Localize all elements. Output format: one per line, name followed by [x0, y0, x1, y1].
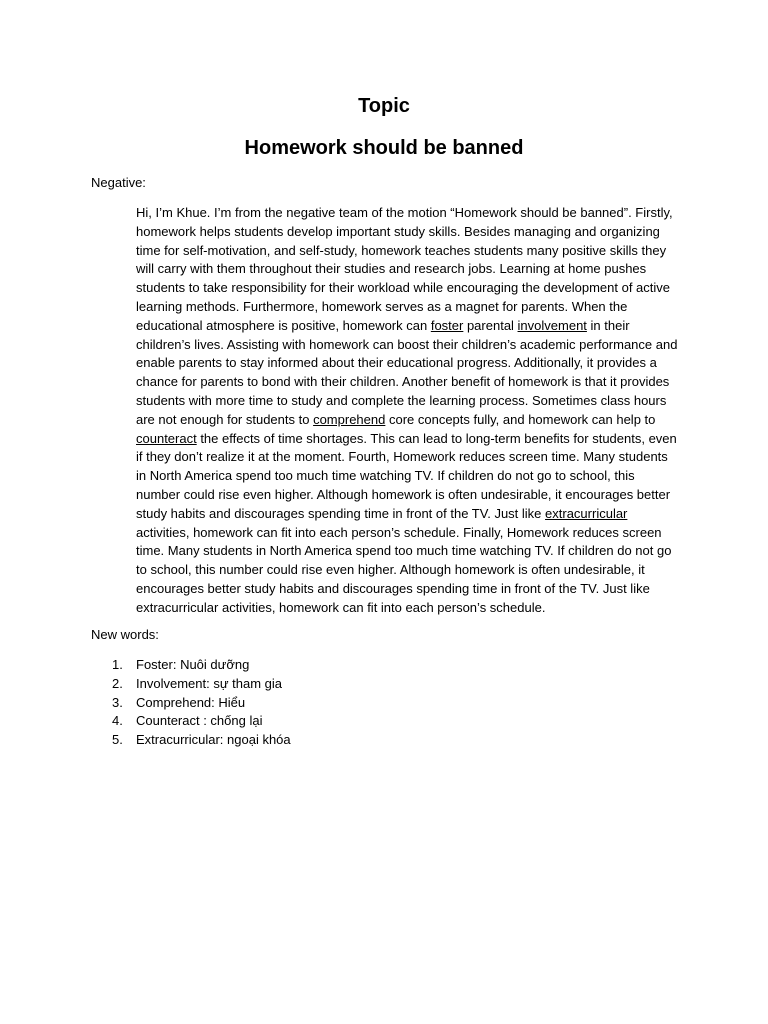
- new-words-label: New words:: [91, 627, 159, 642]
- list-item: [112, 731, 291, 750]
- text-segment: parental: [463, 317, 518, 333]
- list-text: Extracurricular: ngoại khóa: [136, 732, 291, 748]
- list-item: [112, 656, 291, 675]
- underlined-word: counteract: [136, 430, 197, 446]
- list-item: [112, 712, 291, 731]
- page-title: Topic: [358, 95, 410, 117]
- list-number: 2.: [112, 675, 123, 691]
- text-segment: activities, homework can fit into each person’s schedule. Finally, Homework reduces screen time. Many students in North America spend too much time watching TV. If children do not go to school, this number could rise even higher. Although homework is often undesirable, it encourages better study habits and discourages spending time in front of the TV. Just like extracurricular activities, homework can fit into each person’s schedule.: [136, 524, 672, 615]
- text-segment: the effects of time shortages. This can lead to long-term benefits for students, even if they don’t realize it at the moment. Fourth, Homework reduces screen time. Many students in North America spend too much time watching TV. If children do not go to school, this number could rise even higher. Although homework is often undesirable, it encourages better study habits and discourages spending time in front of the TV. Just like: [136, 430, 677, 521]
- underlined-word: foster: [430, 317, 464, 333]
- body-paragraph: [136, 204, 680, 618]
- list-number: 3.: [112, 694, 123, 710]
- list-text: Counteract : chống lại: [136, 713, 263, 729]
- text-segment: and self-study, homework teaches students many positive skills they will carry with them throughout their studies and research jobs. Learning at home pushes students to take responsibility for their workload while encouraging the development of active learning methods. Furthermore, homework serves as a magnet for parents. When the educational atmosphere is positive, homework can: [136, 242, 671, 333]
- underlined-word: comprehend: [313, 411, 386, 427]
- underlined-word: ,: [266, 242, 271, 258]
- list-item: [112, 694, 291, 713]
- text-segment: in their children’s lives. Assisting with homework can boost their children’s academic performance and enable parents to stay informed about their educational progress. Additionally, it provides a chance for parents to bond with their children. Another benefit of homework is that it provides students with more time to study and complete the learning process. Sometimes class hours are not enough for students to: [136, 317, 678, 427]
- text-segment: core concepts fully, and homework can help to: [385, 411, 656, 427]
- underlined-word: involvement: [517, 317, 587, 333]
- list-number: 4.: [112, 713, 123, 729]
- page-subtitle: Homework should be banned: [244, 137, 524, 159]
- underlined-word: extracurricular: [545, 505, 628, 521]
- list-number: 1.: [112, 657, 123, 672]
- list-item: [112, 675, 291, 694]
- list-number: 5.: [112, 732, 123, 748]
- new-words-list: [112, 656, 291, 750]
- list-text: Involvement: sự tham gia: [136, 675, 282, 691]
- negative-label: Negative:: [91, 175, 146, 190]
- list-text: Comprehend: Hiểu: [136, 694, 246, 710]
- list-text: Foster: Nuôi dưỡng: [136, 657, 250, 672]
- text-segment: Hi, I’m Khue. I’m from the negative team of the motion “Homework should be banned”. Firstly, homework helps students develop important study skills. Besides managing and organizing time for self-motivation: [136, 205, 673, 258]
